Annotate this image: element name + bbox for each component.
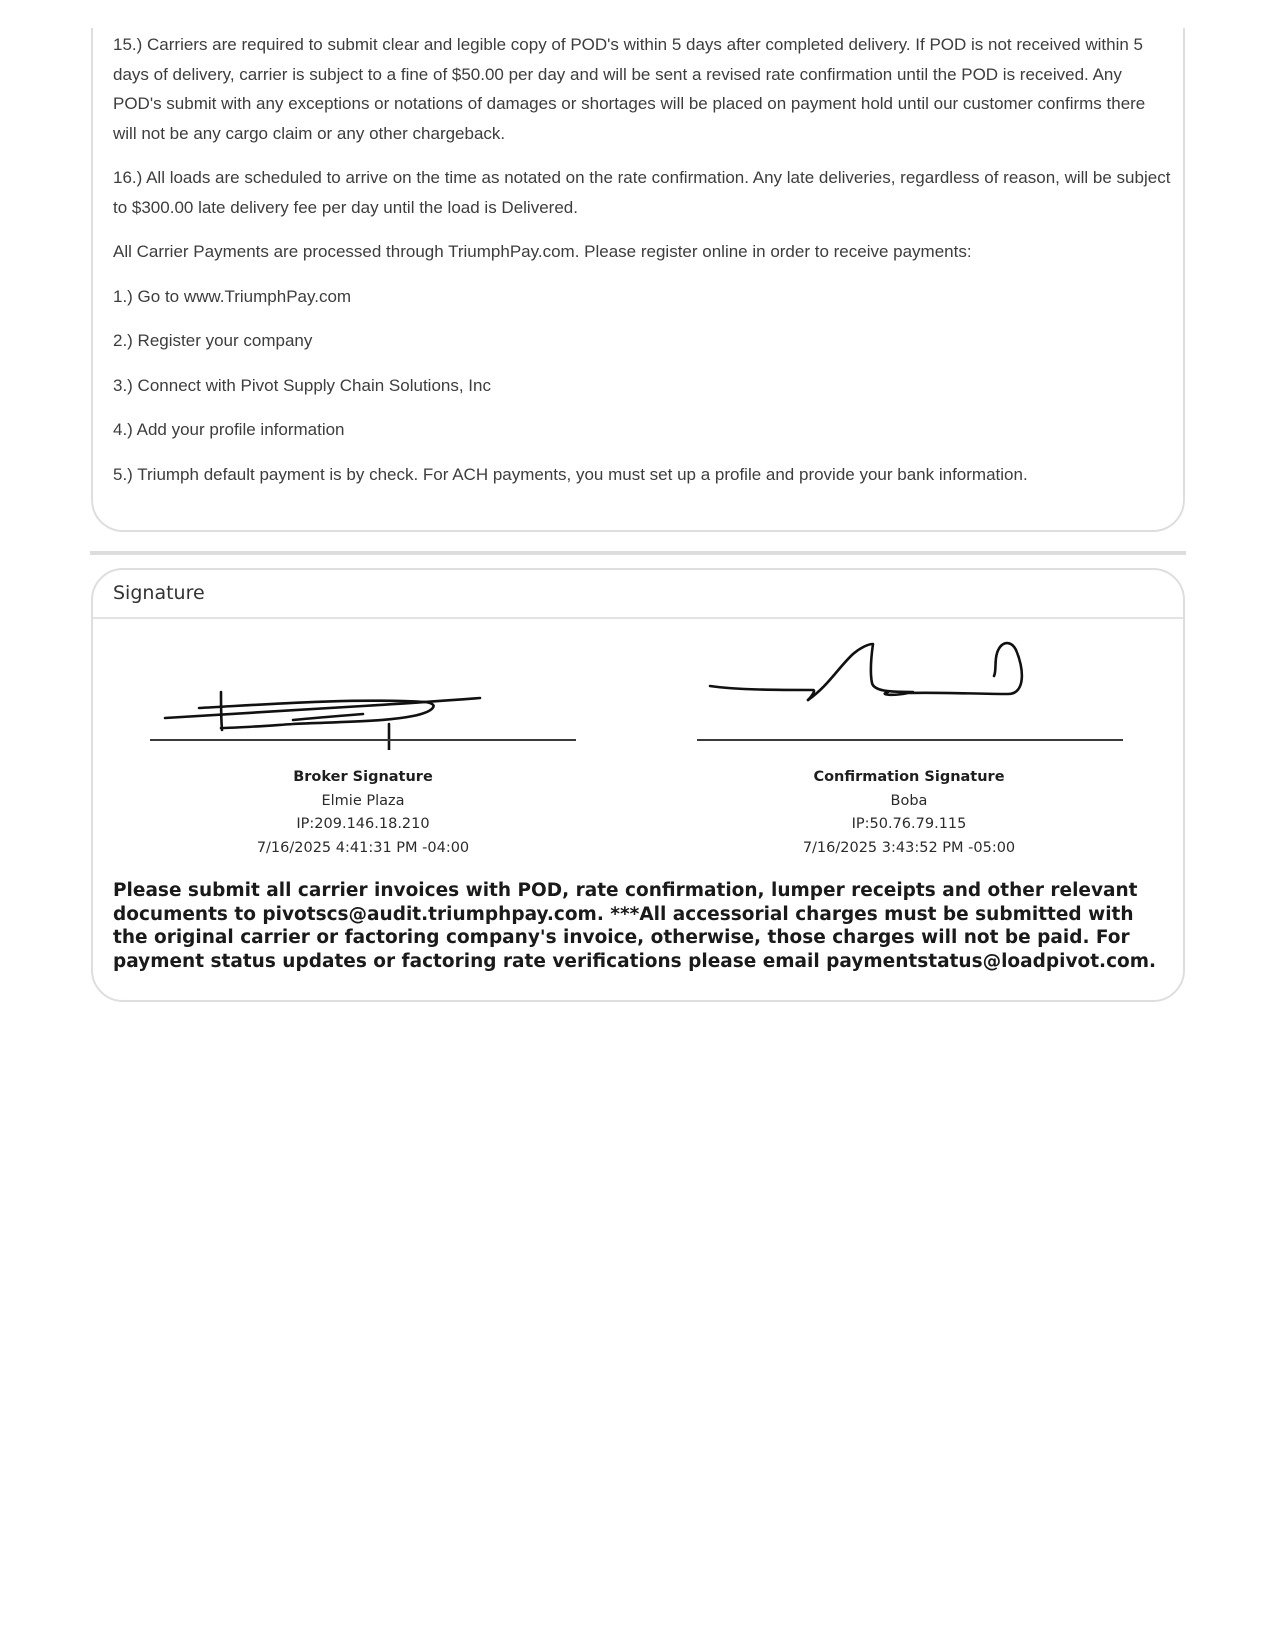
broker-datetime: 7/16/2025 4:41:31 PM -04:00 [256,839,470,856]
broker-name: Elmie Plaza [321,792,405,809]
payment-intro: All Carrier Payments are processed through TriumphPay.com. Please register online in order to receive payments: [113,242,972,261]
broker-signature-image [163,630,523,750]
payment-step-4: 4.) Add your profile information [113,420,345,439]
terms-text [113,28,1173,504]
confirmation-name: Boba [890,792,928,809]
payment-step-1: 1.) Go to www.TriumphPay.com [113,286,352,306]
payment-step-2: 2.) Register your company [113,331,313,350]
term-item-16: 16.) All loads are scheduled to arrive on the time as notated on the rate confirmation. Any late deliveries, regardless of reason, will be subject to $300.00 late delivery fee per day until the load is Delivered. [113,168,1171,217]
confirmation-datetime: 7/16/2025 3:43:52 PM -05:00 [802,839,1016,856]
confirmation-signature-image [708,628,1068,728]
payment-step-5: 5.) Triumph default payment is by check. For ACH payments, you must set up a profile and provide your bank information. [113,464,1028,484]
broker-signature-role: Broker Signature [293,769,433,785]
terms-card [91,28,1185,532]
term-item-15: 15.) Carriers are required to submit clear and legible copy of POD's within 5 days after completed delivery. If POD is not received within 5 days of delivery, carrier is subject to a fine of $50.00 per day and will be sent a revised rate confirmation until the POD is received. Any POD's submit with any exceptions or notations of damages or shortages will be placed on payment hold until our customer confirms there will not be any cargo claim or any other chargeback. [113,35,1146,143]
broker-ip: IP:209.146.18.210 [296,816,430,832]
signature-header [93,570,1183,619]
section-divider [90,551,1186,555]
confirmation-signature-line [697,739,1123,741]
confirmation-ip: IP:50.76.79.115 [851,816,967,832]
broker-signature-block [143,766,583,860]
signature-card [91,568,1185,1002]
confirmation-signature-role: Confirmation Signature [813,769,1005,785]
invoice-submission-notice: Please submit all carrier invoices with POD, rate confirmation, lumper receipts and other relevant documents to pivotscs@audit.triumphpay.com. ***All accessorial charges must be submitted with the original carrier or factoring company's invoice, otherwise, those charges will not be paid. For payment status updates or factoring rate verifications please email paymentstatus@loadpivot.com. [113,880,1157,972]
broker-signature-line [150,739,576,741]
payment-step-3: 3.) Connect with Pivot Supply Chain Solutions, Inc [113,375,491,395]
signature-title: Signature [113,582,205,604]
confirmation-signature-block [689,766,1129,860]
